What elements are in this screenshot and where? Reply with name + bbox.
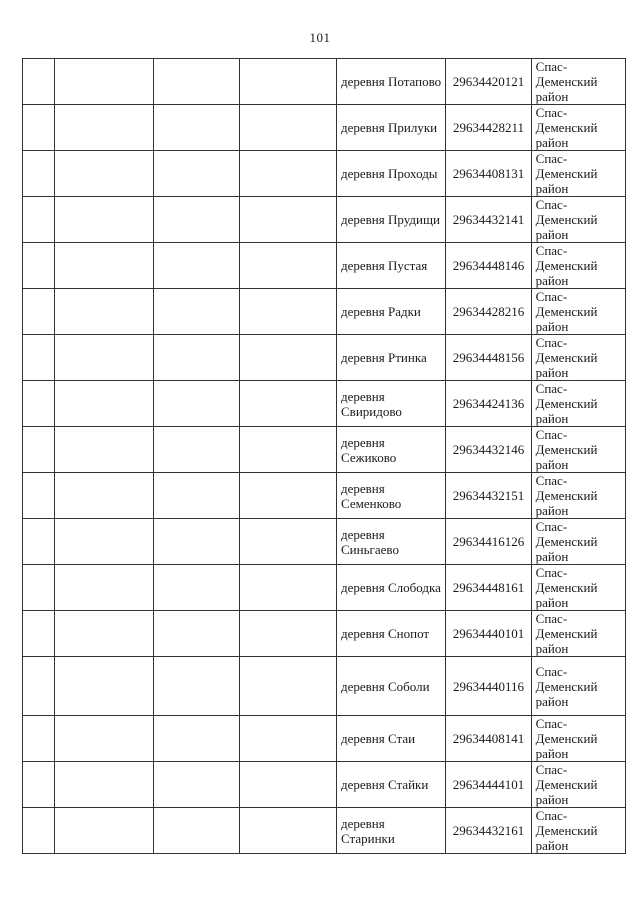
empty-cell [239, 105, 336, 151]
table-row [23, 289, 626, 335]
settlement-name: деревня Стаи [337, 716, 446, 762]
empty-cell [239, 519, 336, 565]
district-name: Спас-Деменский район [531, 519, 625, 565]
empty-cell [154, 716, 239, 762]
oktmo-code: 29634416126 [446, 519, 531, 565]
empty-cell [55, 381, 154, 427]
empty-cell [154, 519, 239, 565]
oktmo-code: 29634428216 [446, 289, 531, 335]
empty-cell [55, 335, 154, 381]
empty-cell [55, 762, 154, 808]
empty-cell [55, 611, 154, 657]
empty-cell [239, 611, 336, 657]
table-row [23, 657, 626, 716]
empty-cell [154, 289, 239, 335]
district-name: Спас-Деменский район [531, 762, 625, 808]
empty-cell [154, 243, 239, 289]
oktmo-code: 29634440116 [446, 657, 531, 716]
empty-cell [154, 59, 239, 105]
empty-cell [239, 59, 336, 105]
empty-cell [154, 565, 239, 611]
empty-cell [55, 565, 154, 611]
settlement-name: деревня Прилуки [337, 105, 446, 151]
table-row [23, 381, 626, 427]
oktmo-code: 29634432141 [446, 197, 531, 243]
empty-cell [23, 335, 55, 381]
oktmo-code: 29634432161 [446, 808, 531, 854]
oktmo-code: 29634408131 [446, 151, 531, 197]
settlements-table-body [23, 59, 626, 854]
table-row [23, 105, 626, 151]
empty-cell [55, 519, 154, 565]
table-row [23, 59, 626, 105]
empty-cell [23, 427, 55, 473]
settlement-name: деревня Семенково [337, 473, 446, 519]
settlement-name: деревня Стайки [337, 762, 446, 808]
empty-cell [154, 808, 239, 854]
district-name: Спас-Деменский район [531, 808, 625, 854]
empty-cell [23, 105, 55, 151]
oktmo-code: 29634424136 [446, 381, 531, 427]
district-name: Спас-Деменский район [531, 197, 625, 243]
settlement-name: деревня Снопот [337, 611, 446, 657]
oktmo-code: 29634432151 [446, 473, 531, 519]
empty-cell [55, 151, 154, 197]
table-row [23, 808, 626, 854]
empty-cell [239, 289, 336, 335]
district-name: Спас-Деменский район [531, 289, 625, 335]
district-name: Спас-Деменский район [531, 657, 625, 716]
district-name: Спас-Деменский район [531, 243, 625, 289]
district-name: Спас-Деменский район [531, 565, 625, 611]
district-name: Спас-Деменский район [531, 381, 625, 427]
table-row [23, 565, 626, 611]
empty-cell [239, 151, 336, 197]
empty-cell [154, 473, 239, 519]
settlement-name: деревня Прудищи [337, 197, 446, 243]
table-row [23, 151, 626, 197]
empty-cell [55, 808, 154, 854]
empty-cell [239, 762, 336, 808]
table-row [23, 335, 626, 381]
empty-cell [239, 197, 336, 243]
empty-cell [239, 335, 336, 381]
table-row [23, 762, 626, 808]
empty-cell [23, 473, 55, 519]
settlement-name: деревня Потапово [337, 59, 446, 105]
oktmo-code: 29634408141 [446, 716, 531, 762]
empty-cell [239, 716, 336, 762]
empty-cell [154, 335, 239, 381]
oktmo-code: 29634420121 [446, 59, 531, 105]
page-number: 101 [309, 30, 331, 45]
empty-cell [23, 716, 55, 762]
oktmo-code: 29634448156 [446, 335, 531, 381]
table-row [23, 427, 626, 473]
empty-cell [154, 611, 239, 657]
settlement-name: деревня Свиридово [337, 381, 446, 427]
oktmo-code: 29634444101 [446, 762, 531, 808]
empty-cell [23, 611, 55, 657]
settlement-name: деревня Радки [337, 289, 446, 335]
empty-cell [239, 427, 336, 473]
empty-cell [154, 381, 239, 427]
empty-cell [55, 657, 154, 716]
settlement-name: деревня Синьгаево [337, 519, 446, 565]
district-name: Спас-Деменский район [531, 105, 625, 151]
settlement-name: деревня Слободка [337, 565, 446, 611]
district-name: Спас-Деменский район [531, 59, 625, 105]
empty-cell [23, 565, 55, 611]
empty-cell [23, 151, 55, 197]
empty-cell [23, 197, 55, 243]
empty-cell [55, 105, 154, 151]
settlement-name: деревня Ртинка [337, 335, 446, 381]
oktmo-code: 29634428211 [446, 105, 531, 151]
empty-cell [154, 657, 239, 716]
empty-cell [239, 565, 336, 611]
empty-cell [23, 519, 55, 565]
district-name: Спас-Деменский район [531, 151, 625, 197]
oktmo-code: 29634440101 [446, 611, 531, 657]
table-row [23, 243, 626, 289]
empty-cell [23, 59, 55, 105]
district-name: Спас-Деменский район [531, 335, 625, 381]
table-row [23, 519, 626, 565]
empty-cell [239, 473, 336, 519]
empty-cell [154, 427, 239, 473]
empty-cell [55, 197, 154, 243]
empty-cell [154, 197, 239, 243]
empty-cell [55, 473, 154, 519]
empty-cell [55, 59, 154, 105]
empty-cell [23, 657, 55, 716]
district-name: Спас-Деменский район [531, 716, 625, 762]
oktmo-code: 29634448146 [446, 243, 531, 289]
empty-cell [154, 105, 239, 151]
table-row [23, 716, 626, 762]
settlements-table [22, 58, 626, 854]
district-name: Спас-Деменский район [531, 427, 625, 473]
table-row [23, 473, 626, 519]
empty-cell [23, 762, 55, 808]
empty-cell [154, 151, 239, 197]
settlement-name: деревня Старинки [337, 808, 446, 854]
empty-cell [239, 808, 336, 854]
empty-cell [23, 243, 55, 289]
empty-cell [55, 243, 154, 289]
empty-cell [23, 808, 55, 854]
empty-cell [239, 381, 336, 427]
oktmo-code: 29634448161 [446, 565, 531, 611]
empty-cell [55, 427, 154, 473]
settlement-name: деревня Соболи [337, 657, 446, 716]
empty-cell [55, 289, 154, 335]
empty-cell [154, 762, 239, 808]
table-row [23, 611, 626, 657]
empty-cell [239, 657, 336, 716]
oktmo-code: 29634432146 [446, 427, 531, 473]
empty-cell [239, 243, 336, 289]
empty-cell [23, 289, 55, 335]
settlement-name: деревня Сежиково [337, 427, 446, 473]
empty-cell [55, 716, 154, 762]
empty-cell [23, 381, 55, 427]
settlement-name: деревня Проходы [337, 151, 446, 197]
table-row [23, 197, 626, 243]
district-name: Спас-Деменский район [531, 611, 625, 657]
settlement-name: деревня Пустая [337, 243, 446, 289]
district-name: Спас-Деменский район [531, 473, 625, 519]
